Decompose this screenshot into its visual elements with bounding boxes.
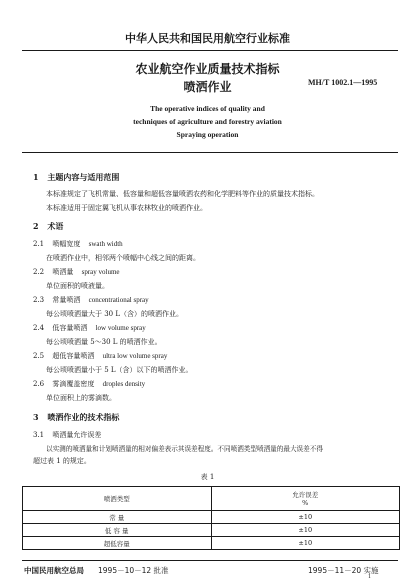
title-en-line1: The operative indices of quality and <box>150 104 265 113</box>
section-3-heading <box>33 412 119 423</box>
term-number: 2.2 <box>33 268 45 276</box>
term-2-4 <box>33 323 146 333</box>
cell-tolerance: ±10 <box>211 524 400 537</box>
term-cn: 喷幅宽度 <box>52 240 81 248</box>
term-en: droples density <box>102 380 146 388</box>
term-definition: 每公顷喷洒量小于 5 L（含）以下的喷洒作业。 <box>46 366 193 374</box>
section-title: 喷洒作业的技术指标 <box>47 412 120 422</box>
cell-tolerance: ±10 <box>211 511 400 524</box>
term-2-1 <box>33 239 123 249</box>
term-en: spray volume <box>81 268 120 276</box>
section-number: 1 <box>33 172 39 182</box>
section-2-heading <box>33 221 63 232</box>
title-en-line3: Spraying operation <box>176 130 239 139</box>
implementation-date: 1995－11－20 实施 <box>308 566 379 575</box>
title-cn-line2: 喷洒作业 <box>183 80 232 94</box>
term-definition: 每公顷喷洒量大于 30 L（含）的喷洒作业。 <box>46 310 184 318</box>
term-definition: 单位面积上的雾滴数。 <box>46 394 116 402</box>
agency-line: 中华人民共和国民用航空行业标准 <box>125 32 290 45</box>
term-en: swath width <box>88 240 123 248</box>
term-number: 2.1 <box>33 240 45 248</box>
subsection-number: 3.1 <box>33 431 45 439</box>
term-2-5 <box>33 351 167 361</box>
term-en: concentrational spray <box>88 296 149 304</box>
term-cn: 雾滴覆盖密度 <box>52 380 95 388</box>
term-en: low volume spray <box>95 324 146 332</box>
section-1-heading <box>33 172 119 183</box>
table-caption: 表 1 <box>200 473 215 481</box>
paragraph: 本标准适用于固定翼飞机从事农林牧业的喷洒作业。 <box>46 204 207 212</box>
section-title: 术语 <box>47 221 64 231</box>
term-2-6 <box>33 379 145 389</box>
term-number: 2.6 <box>33 380 45 388</box>
term-2-3 <box>33 295 149 305</box>
term-definition: 单位面积的喷液量。 <box>46 282 109 290</box>
title-rule <box>22 152 398 153</box>
table-header-type: 喷洒类型 <box>23 487 212 511</box>
subsection-text: 超过表 1 的规定。 <box>33 457 91 465</box>
subsection-text: 以实测的喷洒量和计划喷洒量的相对偏差表示其误差程度。不同喷洒类型喷洒量的最大误差不得 <box>46 445 323 453</box>
footer-rule <box>22 560 398 561</box>
paragraph: 本标准规定了飞机常量、低容量和超低容量喷洒农药和化学肥料等作业的质量技术指标。 <box>46 190 319 198</box>
term-number: 2.5 <box>33 352 45 360</box>
term-cn: 喷洒量 <box>52 268 74 276</box>
tolerance-label: 允许误差 <box>292 491 319 499</box>
table-header-tolerance <box>211 487 400 511</box>
title-en-line2: techniques of agriculture and forestry aviation <box>133 117 282 126</box>
cell-type: 常 量 <box>23 511 212 524</box>
table-row <box>23 511 400 524</box>
table-1 <box>22 486 400 550</box>
term-cn: 常量喷洒 <box>52 296 81 304</box>
subsection-title: 喷洒量允许误差 <box>52 431 102 439</box>
term-number: 2.3 <box>33 296 45 304</box>
table-row <box>23 537 400 550</box>
term-definition: 在喷洒作业中，相邻两个喷幅中心线之间的距离。 <box>46 254 200 262</box>
section-title: 主题内容与适用范围 <box>47 172 120 182</box>
approving-authority: 中国民用航空总局 <box>24 566 84 575</box>
standard-number: MH/T 1002.1—1995 <box>308 78 378 87</box>
cell-tolerance: ±10 <box>211 537 400 550</box>
table-row <box>23 524 400 537</box>
page-number: 1 <box>368 574 371 580</box>
term-cn: 低容量喷洒 <box>52 324 88 332</box>
term-cn: 超低容量喷洒 <box>52 352 95 360</box>
tolerance-unit: % <box>302 499 309 507</box>
header-rule <box>22 50 398 51</box>
cell-type: 超低容量 <box>23 537 212 550</box>
section-number: 2 <box>33 221 39 231</box>
term-2-2 <box>33 267 120 277</box>
approval-date: 1995－10－12 批准 <box>98 566 169 575</box>
term-definition: 每公顷喷洒量 5～30 L 的喷洒作业。 <box>46 338 162 346</box>
term-en: ultra low volume spray <box>102 352 168 360</box>
section-number: 3 <box>33 412 39 422</box>
cell-type: 低 容 量 <box>23 524 212 537</box>
subsection-3-1-heading <box>33 430 101 440</box>
term-number: 2.4 <box>33 324 45 332</box>
title-cn-line1: 农业航空作业质量技术指标 <box>135 62 280 76</box>
